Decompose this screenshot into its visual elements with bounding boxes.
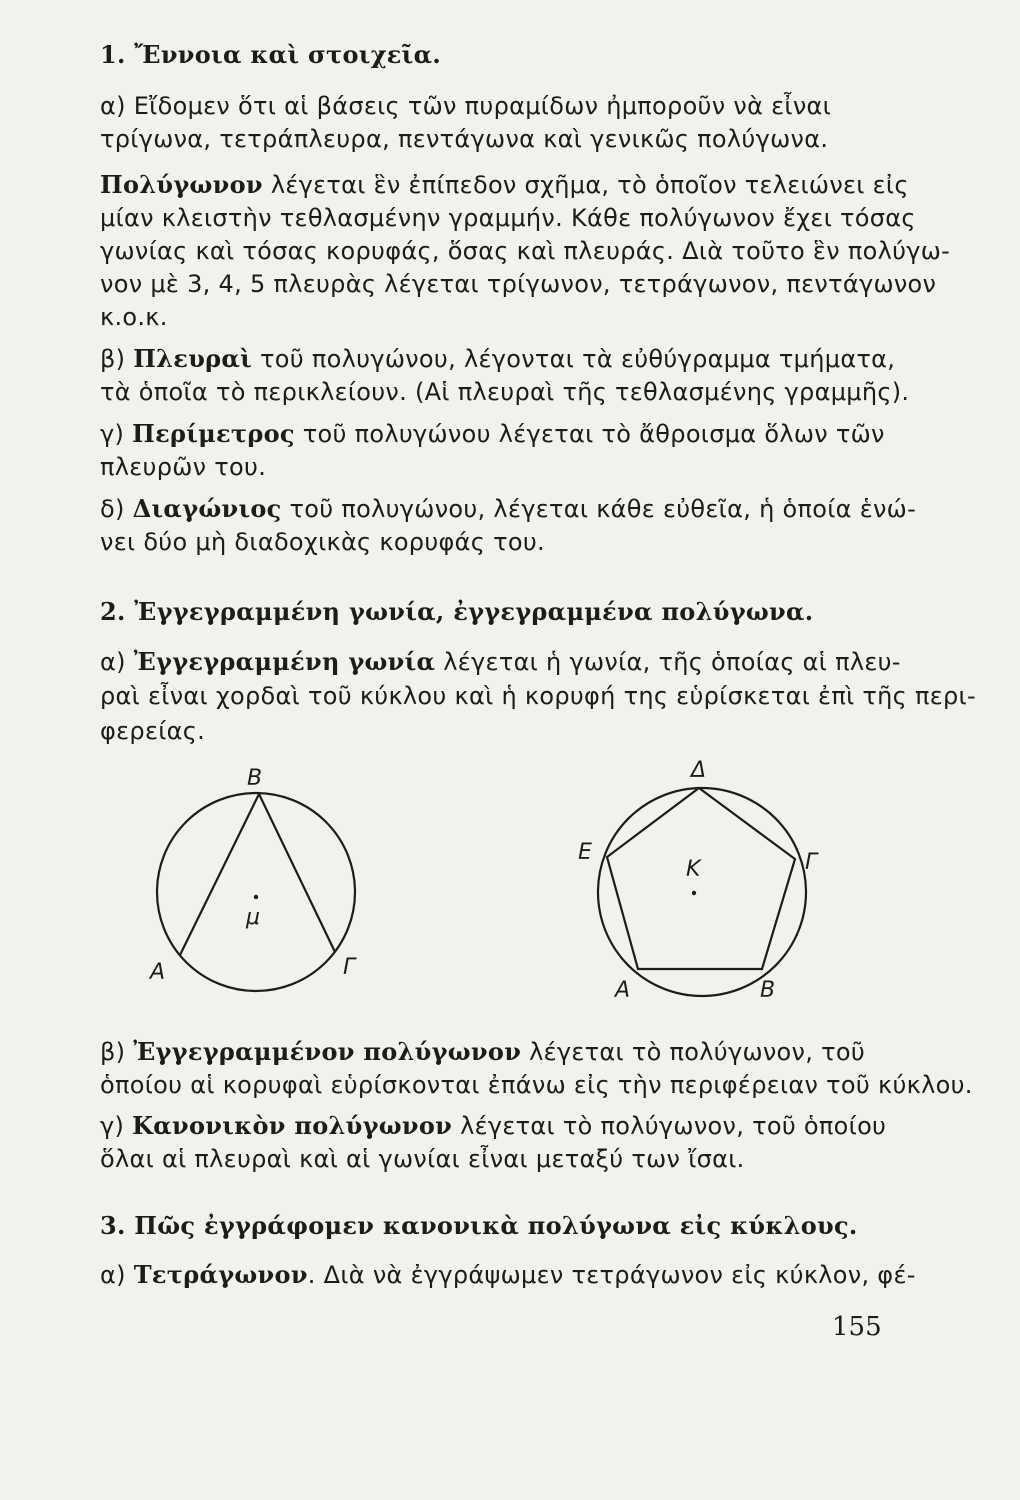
term-perimeter: Περίμετρος bbox=[132, 419, 295, 448]
figure1-angle-sides bbox=[180, 794, 335, 955]
s3-a-prefix: α) bbox=[100, 1261, 126, 1289]
figure2-pentagon bbox=[607, 788, 795, 969]
s1-d-line-2: νει δύο μὴ διαδοχικὰς κορυφάς του. bbox=[100, 528, 545, 556]
s2-a-line-3: φερείας. bbox=[100, 717, 206, 745]
figure2-circle bbox=[598, 788, 806, 996]
s1-g-line-2: πλευρῶν του. bbox=[100, 453, 267, 481]
figure1-label-top: Β bbox=[247, 766, 263, 791]
s1-g-line-1: τοῦ πολυγώνου λέγεται τὸ ἄθροισμα ὅλων τῶν bbox=[302, 420, 885, 448]
figure2-label-top: Δ bbox=[691, 758, 707, 783]
section-2-heading: 2. Ἐγγεγραμμένη γωνία, ἐγγεγραμμένα πολύγωνα. bbox=[100, 597, 814, 626]
term-inscribed-angle: Ἐγγεγραμμένη γωνία bbox=[133, 647, 436, 676]
term-square: Τετράγωνον bbox=[133, 1260, 308, 1289]
figure2-center-dot bbox=[692, 891, 696, 895]
s2-g-line-1: λέγεται τὸ πολύγωνον, τοῦ ὁποίου bbox=[460, 1112, 887, 1140]
s1-b-definition bbox=[100, 344, 896, 374]
s2-g-definition bbox=[100, 1111, 887, 1141]
s1-d-line-1: τοῦ πολυγώνου, λέγεται κάθε εὐθεῖα, ἡ ὁποία ἑνώ- bbox=[289, 495, 917, 523]
s1-poly-line-1: λέγεται ἓν ἐπίπεδον σχῆμα, τὸ ὁποῖον τελειώνει εἰς bbox=[270, 171, 909, 199]
figure1-label-center: μ bbox=[246, 905, 260, 930]
s1-g-definition bbox=[100, 419, 885, 449]
figure2-label-bottom-right: Β bbox=[760, 978, 776, 1003]
s2-b-definition bbox=[100, 1037, 880, 1067]
figure1-circle bbox=[157, 793, 355, 991]
s1-poly-line-2: μίαν κλειστὴν τεθλασμένην γραμμήν. Κάθε πολύγωνον ἔχει τόσας bbox=[100, 204, 916, 232]
s1-b-line-1: τοῦ πολυγώνου, λέγονται τὰ εὐθύγραμμα τμήματα, bbox=[260, 345, 896, 373]
s2-a-line-2: ραὶ εἶναι χορδαὶ τοῦ κύκλου καὶ ἡ κορυφή της εὑρίσκεται ἐπὶ τῆς περι- bbox=[100, 682, 976, 710]
s2-a-line-1: λέγεται ἡ γωνία, τῆς ὁποίας αἱ πλευ- bbox=[443, 648, 901, 676]
s1-a-line-1: α) Εἴδομεν ὅτι αἱ βάσεις τῶν πυραμίδων ἠμποροῦν νὰ εἶναι bbox=[100, 92, 832, 120]
figure1-label-left: Α bbox=[150, 960, 166, 985]
term-diagonal: Διαγώνιος bbox=[132, 494, 282, 523]
page-number: 155 bbox=[832, 1312, 882, 1342]
s2-a-prefix: α) bbox=[100, 648, 126, 676]
s1-b-line-2: τὰ ὁποῖα τὸ περικλείουν. (Αἱ πλευραὶ τῆς τεθλασμένης γραμμῆς). bbox=[100, 378, 910, 406]
s1-d-definition bbox=[100, 494, 917, 524]
s2-b-line-1: λέγεται τὸ πολύγωνον, τοῦ bbox=[529, 1038, 866, 1066]
s2-g-line-2: ὅλαι αἱ πλευραὶ καὶ αἱ γωνίαι εἶναι μεταξύ των ἴσαι. bbox=[100, 1145, 745, 1173]
s1-poly-line-3: γωνίας καὶ τόσας κορυφάς, ὅσας καὶ πλευράς. Διὰ τοῦτο ἓν πολύγω- bbox=[100, 237, 951, 265]
section-3-heading: 3. Πῶς ἐγγράφομεν κανονικὰ πολύγωνα εἰς κύκλους. bbox=[100, 1211, 858, 1240]
figure2-label-left: Ε bbox=[578, 840, 592, 865]
s3-a-text: . Διὰ νὰ ἐγγράψωμεν τετράγωνον εἰς κύκλον, φέ- bbox=[307, 1261, 916, 1289]
figure2-label-center: Κ bbox=[686, 857, 701, 882]
s1-poly-line-4: νον μὲ 3, 4, 5 πλευρὰς λέγεται τρίγωνον, τετράγωνον, πεντάγωνον bbox=[100, 270, 937, 298]
figure1-center-dot bbox=[254, 895, 258, 899]
s1-polygon-definition bbox=[100, 170, 909, 200]
inscribed-pentagon-figure bbox=[595, 785, 810, 1000]
figure2-label-bottom-left: Α bbox=[615, 978, 631, 1003]
s1-poly-line-5: κ.ο.κ. bbox=[100, 303, 168, 331]
s2-b-prefix: β) bbox=[100, 1038, 126, 1066]
s2-b-line-2: ὁποίου αἱ κορυφαὶ εὑρίσκονται ἐπάνω εἰς τὴν περιφέρειαν τοῦ κύκλου. bbox=[100, 1071, 973, 1099]
term-polygon: Πολύγωνον bbox=[100, 170, 263, 199]
inscribed-angle-figure bbox=[155, 790, 365, 1000]
s1-a-line-2: τρίγωνα, τετράπλευρα, πεντάγωνα καὶ γενικῶς πολύγωνα. bbox=[100, 125, 829, 153]
s1-d-prefix: δ) bbox=[100, 495, 125, 523]
s2-g-prefix: γ) bbox=[100, 1112, 125, 1140]
figure1-label-right: Γ bbox=[343, 955, 356, 980]
s2-a-definition bbox=[100, 647, 901, 677]
section-1-heading: 1. Ἔννοια καὶ στοιχεῖα. bbox=[100, 40, 442, 69]
figure2-label-right: Γ bbox=[805, 850, 818, 875]
term-regular-polygon: Κανονικὸν πολύγωνον bbox=[132, 1111, 453, 1140]
s1-g-prefix: γ) bbox=[100, 420, 125, 448]
term-inscribed-polygon: Ἐγγεγραμμένον πολύγωνον bbox=[133, 1037, 522, 1066]
term-sides: Πλευραὶ bbox=[133, 344, 253, 373]
s1-b-prefix: β) bbox=[100, 345, 126, 373]
s3-a-definition bbox=[100, 1260, 916, 1290]
